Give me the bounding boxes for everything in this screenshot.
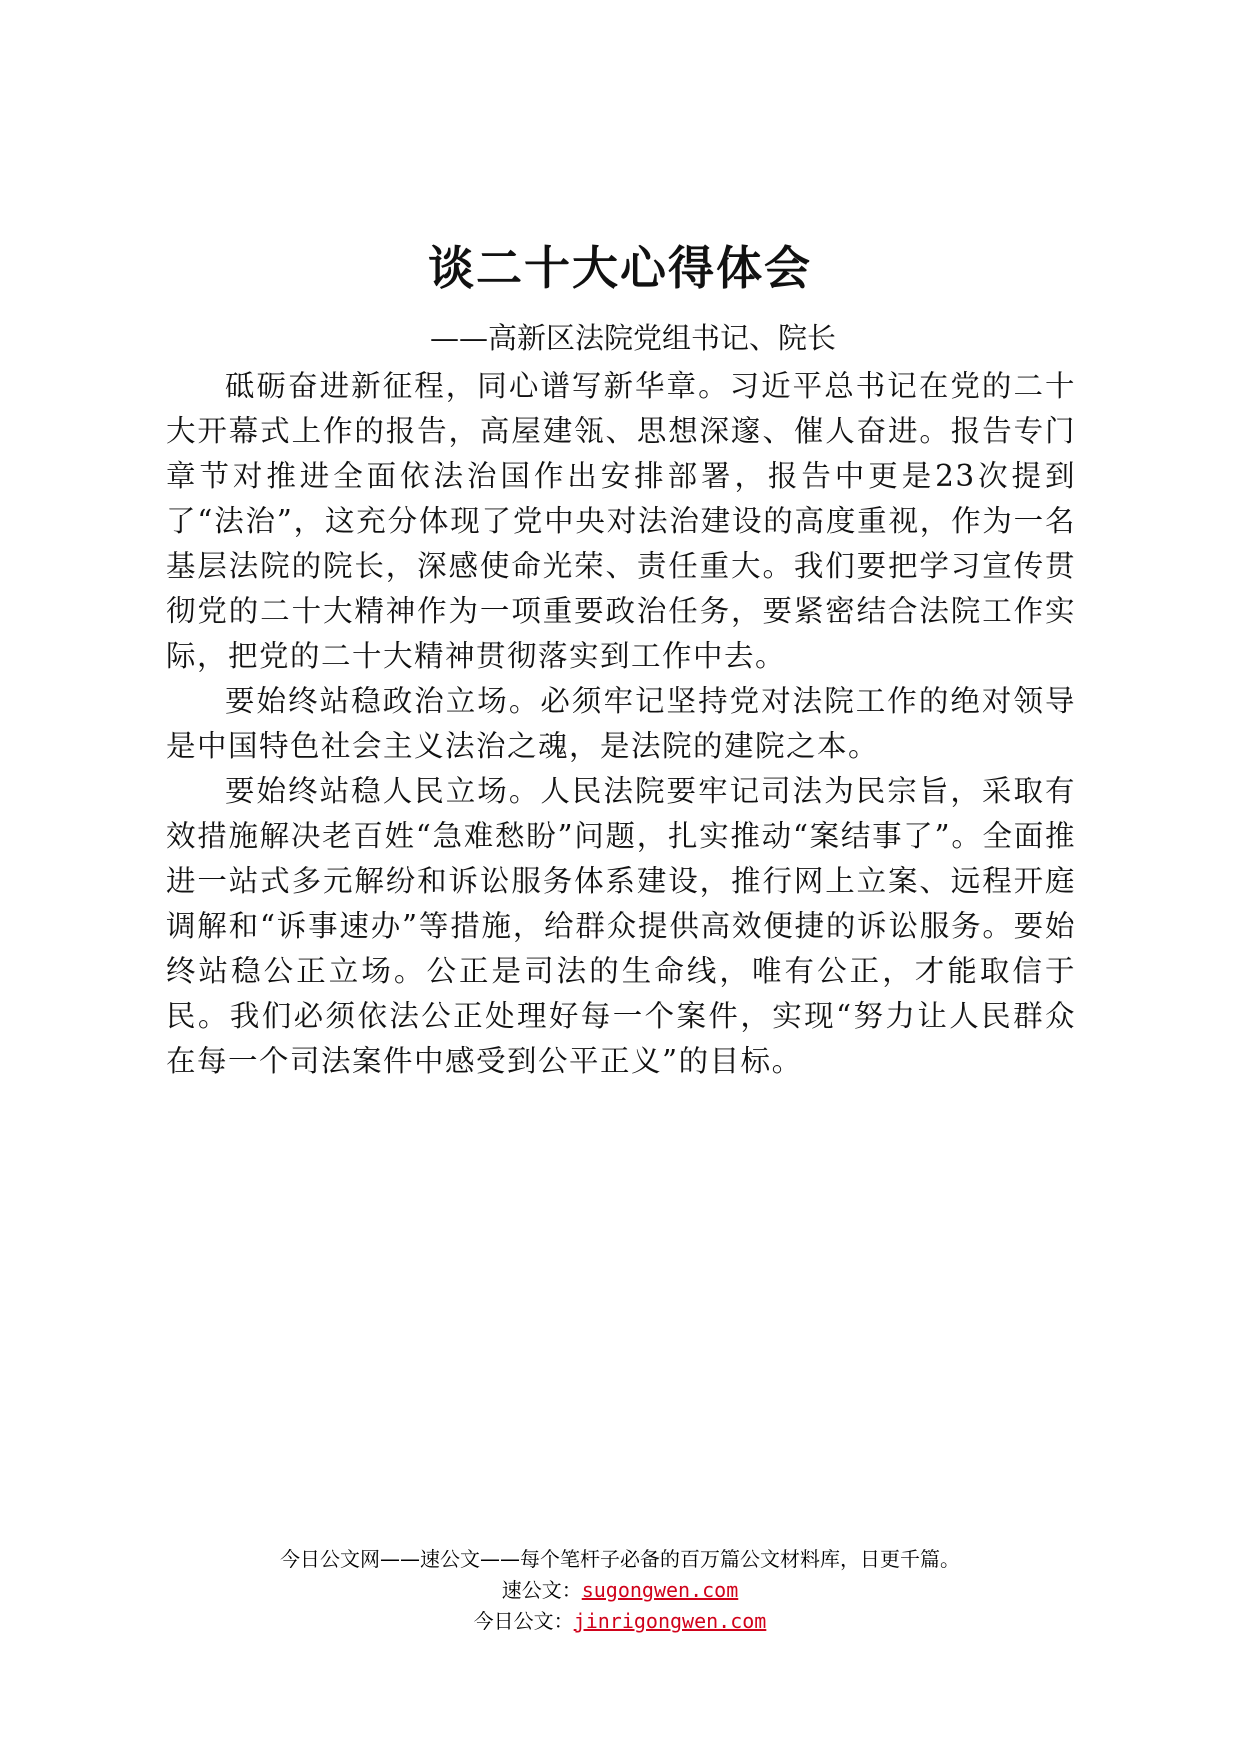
document-subtitle: ——高新区法院党组书记、院长 xyxy=(430,321,837,355)
body-paragraph: 要始终站稳政治立场。必须牢记坚持党对法院工作的绝对领导是中国特色社会主义法治之魂，是法院的建院之本。 xyxy=(166,684,1076,763)
footer xyxy=(0,1544,1240,1637)
footer-site2-link[interactable]: jinrigongwen.com xyxy=(573,1609,767,1633)
footer-slogan: 今日公文网——速公文——每个笔杆子必备的百万篇公文材料库，日更千篇。 xyxy=(280,1547,960,1571)
footer-site1 xyxy=(0,1575,1240,1606)
document-body xyxy=(166,364,1076,1084)
footer-site1-label: 速公文： xyxy=(501,1578,582,1602)
document-title: 谈二十大心得体会 xyxy=(428,241,812,295)
footer-site1-link[interactable]: sugongwen.com xyxy=(581,1578,739,1602)
body-paragraph: 要始终站稳人民立场。人民法院要牢记司法为民宗旨，采取有效措施解决老百姓“急难愁盼”问题，扎实推动“案结事了”。全面推进一站式多元解纷和诉讼服务体系建设，推行网上立案、远程开庭调解和“诉事速办”等措施，给群众提供高效便捷的诉讼服务。要始终站稳公正立场。公正是司法的生命线，唯有公正，才能取信于民。我们必须依法公正处理好每一个案件，实现“努力让人民群众在每一个司法案件中感受到公平正义”的目标。 xyxy=(166,774,1076,1078)
footer-site2-label: 今日公文： xyxy=(473,1609,574,1633)
body-paragraph: 砥砺奋进新征程，同心谱写新华章。习近平总书记在党的二十大开幕式上作的报告，高屋建瓴、思想深邃、催人奋进。报告专门章节对推进全面依法治国作出安排部署，报告中更是23次提到了“法治”，这充分体现了党中央对法治建设的高度重视，作为一名基层法院的院长，深感使命光荣、责任重大。我们要把学习宣传贯彻党的二十大精神作为一项重要政治任务，要紧密结合法院工作实际，把党的二十大精神贯彻落实到工作中去。 xyxy=(166,369,1076,673)
footer-site2 xyxy=(0,1606,1240,1637)
